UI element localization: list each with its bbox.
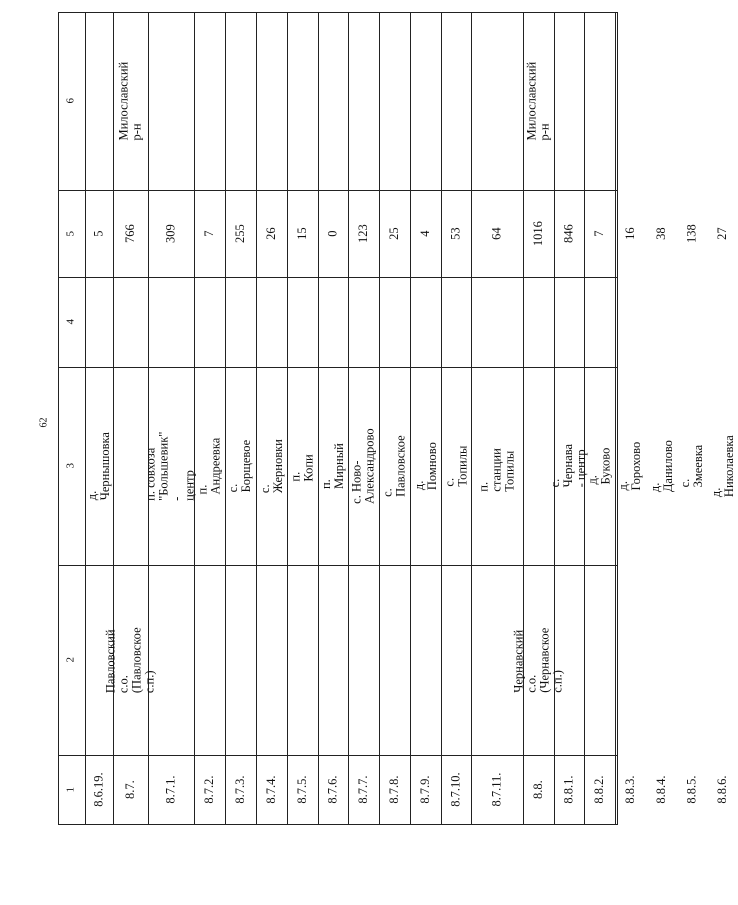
row-number-cell-text: 8.7.8. <box>386 775 401 804</box>
admin-unit-cell <box>287 565 318 755</box>
row-number-cell-text: 8.7. <box>122 780 137 799</box>
row-number-cell <box>646 755 677 824</box>
settlement-cell-text: д. Данилово <box>647 439 675 492</box>
district-cell <box>148 12 194 190</box>
settlement-cell-text: п. Мирный <box>318 443 347 489</box>
admin-unit-cell <box>256 565 287 755</box>
settlement-cell-text: с. Змеевка <box>677 444 705 488</box>
population-cell <box>287 190 318 277</box>
population-cell <box>523 190 554 277</box>
row-number-cell-text: 8.7.6. <box>325 775 340 804</box>
header-cell-text: 6 <box>64 98 77 104</box>
settlement-cell <box>646 367 677 565</box>
row-number-cell-text: 8.7.10. <box>448 772 463 807</box>
settlement-cell-text: д. Помново <box>411 442 439 490</box>
population-cell <box>471 190 523 277</box>
settlement-cell <box>615 367 646 565</box>
population-cell-text: 27 <box>714 227 729 240</box>
admin-unit-cell <box>103 565 157 755</box>
population-cell <box>615 190 646 277</box>
settlement-cell-text: с. Ново-Александрово <box>349 428 377 504</box>
col4-cell <box>646 277 677 367</box>
population-cell-text: 15 <box>294 227 309 240</box>
settlement-cell <box>707 367 738 565</box>
population-cell-text: 7 <box>591 230 606 237</box>
col4-cell <box>615 277 646 367</box>
settlement-cell <box>194 367 225 565</box>
row-number-cell <box>318 755 348 824</box>
district-cell <box>256 12 287 190</box>
row-number-cell-text: 8.7.7. <box>355 775 370 804</box>
population-cell-text: 53 <box>448 227 463 240</box>
population-cell-text: 0 <box>325 230 340 237</box>
admin-unit-cell <box>677 565 707 755</box>
admin-unit-cell <box>225 565 256 755</box>
settlement-cell <box>287 367 318 565</box>
settlement-cell <box>548 367 589 565</box>
row-number-cell-text: 8.8.3. <box>622 775 637 804</box>
population-cell <box>85 190 113 277</box>
page-number-text: 62 <box>38 417 50 427</box>
col4-cell <box>584 277 615 367</box>
settlement-cell <box>379 367 410 565</box>
row-number-cell <box>287 755 318 824</box>
population-cell-text: 4 <box>417 230 432 237</box>
row-number-cell-text: 8.8.4. <box>653 775 668 804</box>
col4-cell <box>194 277 225 367</box>
header-cell-text: 3 <box>64 463 77 469</box>
settlement-cell-text: с. Жерновки <box>257 439 285 493</box>
row-number-cell-text: 8.7.4. <box>263 775 278 804</box>
col4-cell <box>256 277 287 367</box>
admin-unit-cell <box>554 565 584 755</box>
row-number-cell <box>584 755 615 824</box>
col4-cell <box>148 277 194 367</box>
district-cell <box>615 12 646 190</box>
row-number-cell-text: 8.8.6. <box>714 775 729 804</box>
population-cell <box>646 190 677 277</box>
settlement-cell <box>143 367 198 565</box>
admin-unit-cell <box>318 565 348 755</box>
population-cell-text: 25 <box>386 227 401 240</box>
admin-unit-cell <box>707 565 738 755</box>
settlement-cell <box>410 367 441 565</box>
row-number-cell <box>194 755 225 824</box>
settlement-cell-text: с. Чернава - центр <box>548 444 589 488</box>
district-cell <box>225 12 256 190</box>
population-cell <box>441 190 471 277</box>
settlement-cell <box>471 367 523 565</box>
row-number-cell <box>225 755 256 824</box>
header-cell-text: 1 <box>64 786 77 793</box>
row-number-cell-text: 8.7.5. <box>294 775 309 804</box>
admin-unit-cell <box>584 565 615 755</box>
header-cell <box>58 367 85 565</box>
settlement-cell-text: п. Копи <box>288 454 316 482</box>
district-cell <box>113 12 148 190</box>
col4-cell <box>287 277 318 367</box>
col4-cell <box>379 277 410 367</box>
settlement-cell-text: д. Чернышовка <box>84 431 112 501</box>
row-number-cell <box>148 755 194 824</box>
district-cell <box>471 12 523 190</box>
row-number-cell-text: 8.7.11. <box>489 772 504 807</box>
settlement-cell <box>225 367 256 565</box>
settlement-cell-text: с. Борщевое <box>226 439 254 493</box>
header-cell <box>58 565 85 755</box>
settlement-cell-text: п. станции Топилы <box>476 448 517 492</box>
row-number-cell-text: 8.8.5. <box>684 775 699 804</box>
population-cell-text: 309 <box>163 224 178 243</box>
settlements-table <box>58 12 736 829</box>
col4-cell <box>677 277 707 367</box>
admin-unit-cell-text: Павловский с.о. (Павловское с.п.) <box>103 627 157 693</box>
header-cell-text: 2 <box>64 657 77 663</box>
population-cell-text: 26 <box>263 227 278 240</box>
population-cell <box>194 190 225 277</box>
population-cell <box>348 190 379 277</box>
row-number-cell <box>256 755 287 824</box>
settlement-cell-text: д. Буково <box>585 447 613 485</box>
row-number-cell <box>113 755 148 824</box>
admin-unit-cell <box>410 565 441 755</box>
settlement-cell <box>441 367 471 565</box>
row-number-cell <box>523 755 554 824</box>
population-cell <box>677 190 707 277</box>
settlement-cell-text: п. совхоза "Большевик" - центр <box>143 431 198 501</box>
population-cell-text: 38 <box>653 227 668 240</box>
col4-cell <box>554 277 584 367</box>
population-cell-text: 1016 <box>530 221 545 246</box>
population-cell <box>379 190 410 277</box>
header-cell <box>58 12 85 190</box>
population-cell-text: 138 <box>684 224 699 243</box>
row-number-cell-text: 8.7.9. <box>417 775 432 804</box>
row-number-cell-text: 8.7.3. <box>232 775 247 804</box>
population-cell-text: 123 <box>355 224 370 243</box>
population-cell <box>554 190 584 277</box>
row-number-cell <box>85 755 113 824</box>
population-cell-text: 5 <box>91 230 106 237</box>
row-number-cell <box>379 755 410 824</box>
district-cell <box>379 12 410 190</box>
row-number-cell <box>677 755 707 824</box>
admin-unit-cell <box>511 565 565 755</box>
row-number-cell <box>410 755 441 824</box>
settlement-cell <box>677 367 707 565</box>
col4-cell <box>348 277 379 367</box>
row-number-cell-text: 8.8.1. <box>561 775 576 804</box>
population-cell <box>410 190 441 277</box>
population-cell-text: 846 <box>561 224 576 243</box>
page-number <box>36 414 52 430</box>
row-number-cell <box>471 755 523 824</box>
row-number-cell-text: 8.8.2. <box>591 775 606 804</box>
col4-cell <box>471 277 523 367</box>
settlement-cell-text: д. Горохово <box>616 441 644 491</box>
header-cell <box>58 277 85 367</box>
header-cell-text: 5 <box>64 230 77 237</box>
population-cell <box>707 190 738 277</box>
settlement-cell-text: п. Андреевка <box>195 437 223 495</box>
district-cell <box>646 12 677 190</box>
header-cell-text: 4 <box>64 319 77 325</box>
settlement-cell-text: д. Николаевка <box>708 435 736 497</box>
admin-unit-cell <box>148 565 194 755</box>
population-cell-text: 766 <box>122 224 137 243</box>
row-number-cell-text: 8.8. <box>530 780 545 799</box>
admin-unit-cell <box>615 565 646 755</box>
district-cell <box>441 12 471 190</box>
row-number-cell <box>348 755 379 824</box>
settlement-cell <box>584 367 615 565</box>
col4-cell <box>441 277 471 367</box>
district-cell <box>523 12 554 190</box>
col4-cell <box>707 277 738 367</box>
district-cell-text: Милославский р-н <box>116 61 144 141</box>
population-cell <box>256 190 287 277</box>
admin-unit-cell <box>441 565 471 755</box>
population-cell-text: 64 <box>489 227 504 240</box>
row-number-cell <box>615 755 646 824</box>
col4-cell <box>113 277 148 367</box>
district-cell <box>287 12 318 190</box>
district-cell <box>707 12 738 190</box>
header-cell <box>58 755 85 824</box>
row-number-cell <box>707 755 738 824</box>
settlement-cell <box>256 367 287 565</box>
district-cell <box>85 12 113 190</box>
col4-cell <box>225 277 256 367</box>
population-cell <box>318 190 348 277</box>
col4-cell <box>410 277 441 367</box>
district-cell-text: Милославский р-н <box>524 61 552 141</box>
admin-unit-cell <box>379 565 410 755</box>
col4-cell <box>523 277 554 367</box>
population-cell-text: 16 <box>622 227 637 240</box>
district-cell <box>410 12 441 190</box>
population-cell-text: 255 <box>232 224 247 243</box>
col4-cell <box>318 277 348 367</box>
settlement-cell-text: с. Топилы <box>441 445 470 487</box>
row-number-cell-text: 8.7.2. <box>201 775 216 804</box>
row-number-cell-text: 8.6.19. <box>91 772 106 807</box>
row-number-cell <box>441 755 471 824</box>
admin-unit-cell <box>194 565 225 755</box>
district-cell <box>677 12 707 190</box>
population-cell <box>225 190 256 277</box>
population-cell-text: 7 <box>201 230 216 237</box>
population-cell <box>584 190 615 277</box>
col4-cell <box>85 277 113 367</box>
header-cell <box>58 190 85 277</box>
settlement-cell <box>85 367 113 565</box>
district-cell <box>584 12 615 190</box>
admin-unit-cell <box>646 565 677 755</box>
district-cell <box>318 12 348 190</box>
admin-unit-cell <box>348 565 379 755</box>
row-number-cell <box>554 755 584 824</box>
district-cell <box>554 12 584 190</box>
district-cell <box>194 12 225 190</box>
admin-unit-cell-text: Чернавский с.о. (Чернавское с.п.) <box>511 627 565 693</box>
population-cell <box>148 190 194 277</box>
settlement-cell <box>348 367 379 565</box>
row-number-cell-text: 8.7.1. <box>163 775 178 804</box>
settlement-cell <box>318 367 348 565</box>
population-cell <box>113 190 148 277</box>
district-cell <box>348 12 379 190</box>
settlement-cell-text: с. Павловское <box>380 435 408 497</box>
